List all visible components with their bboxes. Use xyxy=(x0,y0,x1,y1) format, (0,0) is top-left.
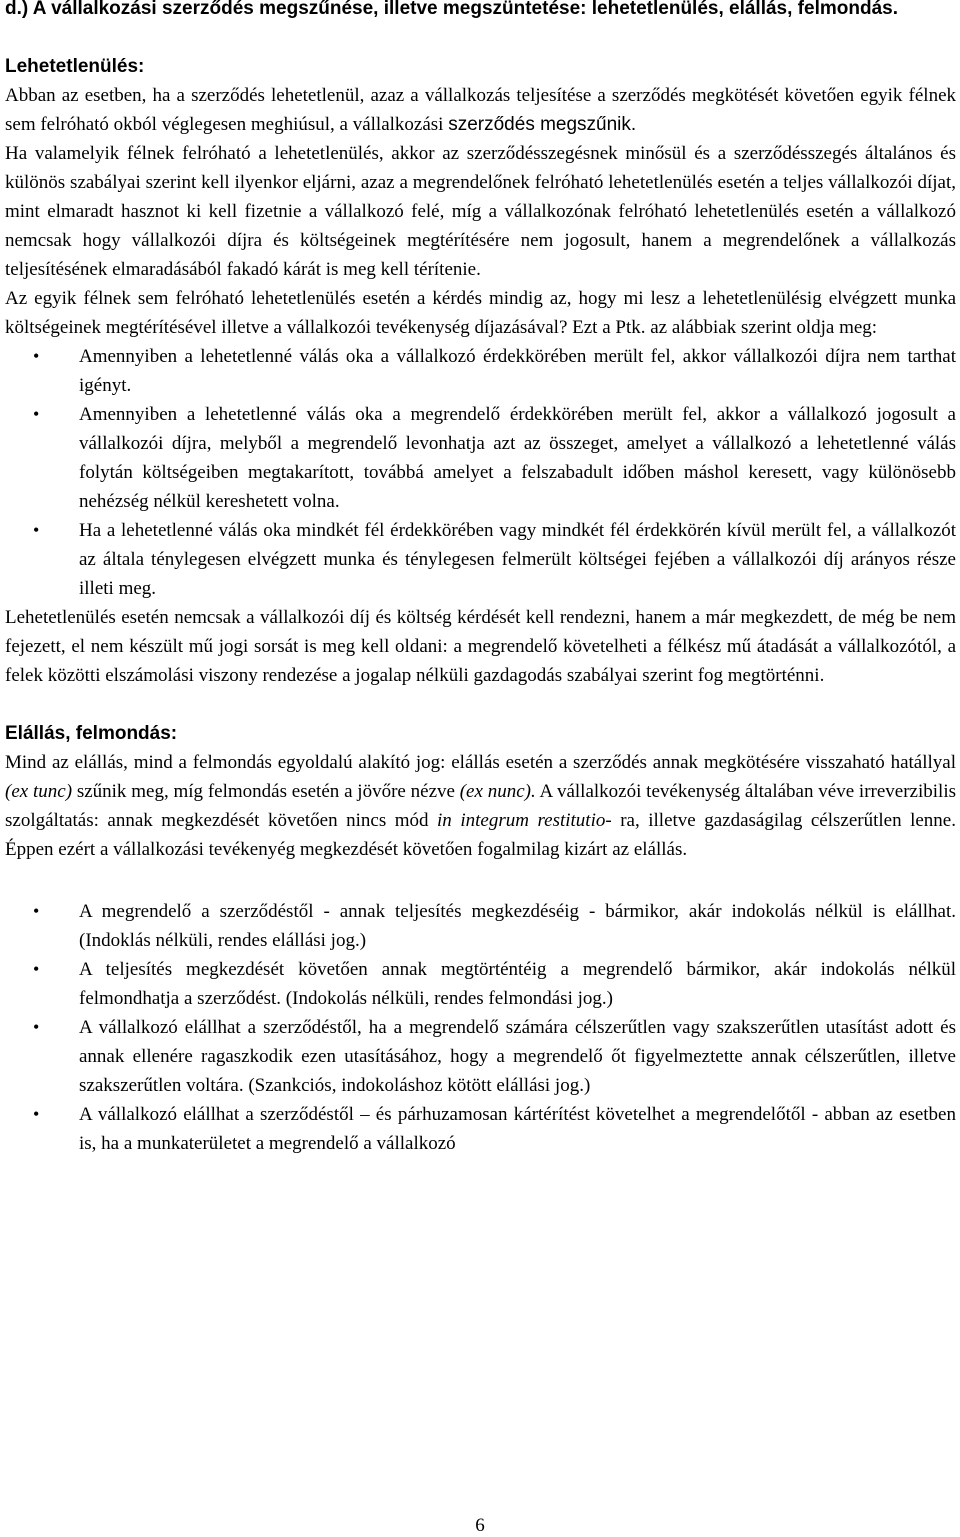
list-item xyxy=(5,1100,956,1158)
paragraph-elallas xyxy=(5,748,956,864)
page-number: 6 xyxy=(475,1515,485,1536)
italic-term: (ex nunc). xyxy=(459,781,536,802)
bullet-icon: • xyxy=(33,1017,40,1037)
section-title: d.) A vállalkozási szerződés megszűnése, illetve megszüntetése: lehetetlenülés, elállás, felmondás. xyxy=(5,0,898,19)
text-run: - ra, illetve gazdaságilag célszerűtlen lenne. Éppen ezért a vállalkozási tevékenyég megkezdését követően fogalmilag kizárt az elállás. xyxy=(5,810,956,860)
list-item-text: A megrendelő a szerződéstől - annak teljesítés megkezdéséig - bármikor, akár indokolás nélkül is elállhat. (Indoklás nélküli, rendes elállási jog.) xyxy=(79,901,956,951)
list-item xyxy=(5,400,956,516)
text-column xyxy=(5,0,956,1158)
bullet-icon: • xyxy=(33,901,40,921)
heading-lehetetlenules: Lehetetlenülés: xyxy=(5,56,145,77)
bullet-list-2 xyxy=(5,897,956,1158)
italic-term: (ex tunc) xyxy=(5,781,73,802)
list-item-text: Amennyiben a lehetetlenné válás oka a vállalkozó érdekkörében merült fel, akkor vállalkozói díjra nem tarthat igényt. xyxy=(79,346,956,396)
text-run: A vállalkozói tevékenység általában véve irreverzibilis szolgáltatás: annak megkezdését követően nincs mód xyxy=(5,781,956,831)
intro-text: Abban az esetben, ha a szerződés lehetetlenül, azaz a vállalkozás teljesítése a szerződés megkötését követően egyik félnek sem felróható okból véglegesen meghiúsul, a vállalkozási xyxy=(5,85,956,135)
list-item-text: A vállalkozó elállhat a szerződéstől, ha a megrendelő számára célszerűtlen vagy szakszerűtlen utasítást adott és annak ellenére ragaszkodik ezen utasításához, hogy a megrendelő őt figyelmeztette annak célszerűtlen, illetve szakszerűtlen voltára. (Szankciós, indokoláshoz kötött elállási jog.) xyxy=(79,1017,956,1096)
list-item xyxy=(5,1013,956,1100)
bullet-icon: • xyxy=(33,959,40,979)
bullet-icon: • xyxy=(33,1104,40,1124)
text-run: szűnik meg, míg felmondás esetén a jövőre nézve xyxy=(72,781,460,802)
list-item xyxy=(5,342,956,400)
list-item xyxy=(5,897,956,955)
bullet-icon: • xyxy=(33,520,40,540)
list-item xyxy=(5,516,956,603)
bullet-list-1 xyxy=(5,342,956,603)
intro-text-end: szerződés megszűnik. xyxy=(448,114,637,135)
text-run: Mind az elállás, mind a felmondás egyoldalú alakító jog: elállás esetén a szerződés annak megkötésére visszaható hatállyal xyxy=(5,752,956,773)
list-item-text: Amennyiben a lehetetlenné válás oka a megrendelő érdekkörében merült fel, akkor a vállalkozó jogosult a vállalkozói díjra, melyből a megrendelő levonhatja azt az összeget, amelyet a vállalkozó a lehetetlenné válás folytán költségeiben megtakarított, továbbá amelyet a felszabadult időben máshol keresett, vagy különösebb nehézség nélkül kereshetett volna. xyxy=(79,404,956,512)
spacer xyxy=(5,690,956,719)
heading-elallas: Elállás, felmondás: xyxy=(5,723,178,744)
list-item xyxy=(5,955,956,1013)
paragraph-3: Lehetetlenülés esetén nemcsak a vállalkozói díj és költség kérdését kell rendezni, hanem a már megkezdett, de még be nem fejezett, el nem készült mű jogi sorsát is meg kell oldani: a megrendelő követelheti a félkész mű átadását a vállalkozótól, a felek közötti elszámolási viszony rendezése a jogalap nélküli gazdagodás szabályai szerint fog megtörténni. xyxy=(5,607,956,686)
paragraph-2: Az egyik félnek sem felróható lehetetlenülés esetén a kérdés mindig az, hogy mi lesz a lehetetlenülésig elvégzett munka költségeinek megtérítésével illetve a vállalkozói tevékenység díjazásával? Ezt a Ptk. az alábbiak szerint oldja meg: xyxy=(5,288,956,338)
list-item-text: A teljesítés megkezdését követően annak megtörténtéig a megrendelő bármikor, akár indokolás nélkül felmondhatja a szerződést. (Indokolás nélküli, rendes felmondási jog.) xyxy=(79,959,956,1009)
bullet-icon: • xyxy=(33,346,40,366)
intro-paragraph xyxy=(5,81,956,139)
bullet-icon: • xyxy=(33,404,40,424)
paragraph-1: Ha valamelyik félnek felróható a lehetetlenülés, akkor az szerződésszegésnek minősül és a szerződésszegés általános és különös szabályai szerint kell ilyenkor eljárni, azaz a megrendelőnek felróható lehetetlenülés esetén a teljes vállalkozói díjat, mint elmaradt hasznot ki kell fizetnie a vállalkozó felé, míg a vállalkozónak felróható lehetetlenülés esetén a vállalkozó nemcsak hogy vállalkozói díjra és költségeinek megtérítésére nem jogosult, hanem a megrendelőnek a vállalkozás teljesítésének elmaradásából fakadó kárát is meg kell térítenie. xyxy=(5,143,956,280)
spacer xyxy=(5,864,956,893)
italic-term: in integrum restitutio xyxy=(437,810,606,831)
list-item-text: A vállalkozó elállhat a szerződéstől – és párhuzamosan kártérítést követelhet a megrendelőtől - abban az esetben is, ha a munkaterületet a megrendelő a vállalkozó xyxy=(79,1104,956,1154)
list-item-text: Ha a lehetetlenné válás oka mindkét fél érdekkörében vagy mindkét fél érdekkörén kívül merült fel, a vállalkozót az általa ténylegesen elvégzett munka és ténylegesen felmerült költségei fejében a vállalkozói díj arányos része illeti meg. xyxy=(79,520,956,599)
spacer xyxy=(5,23,956,52)
